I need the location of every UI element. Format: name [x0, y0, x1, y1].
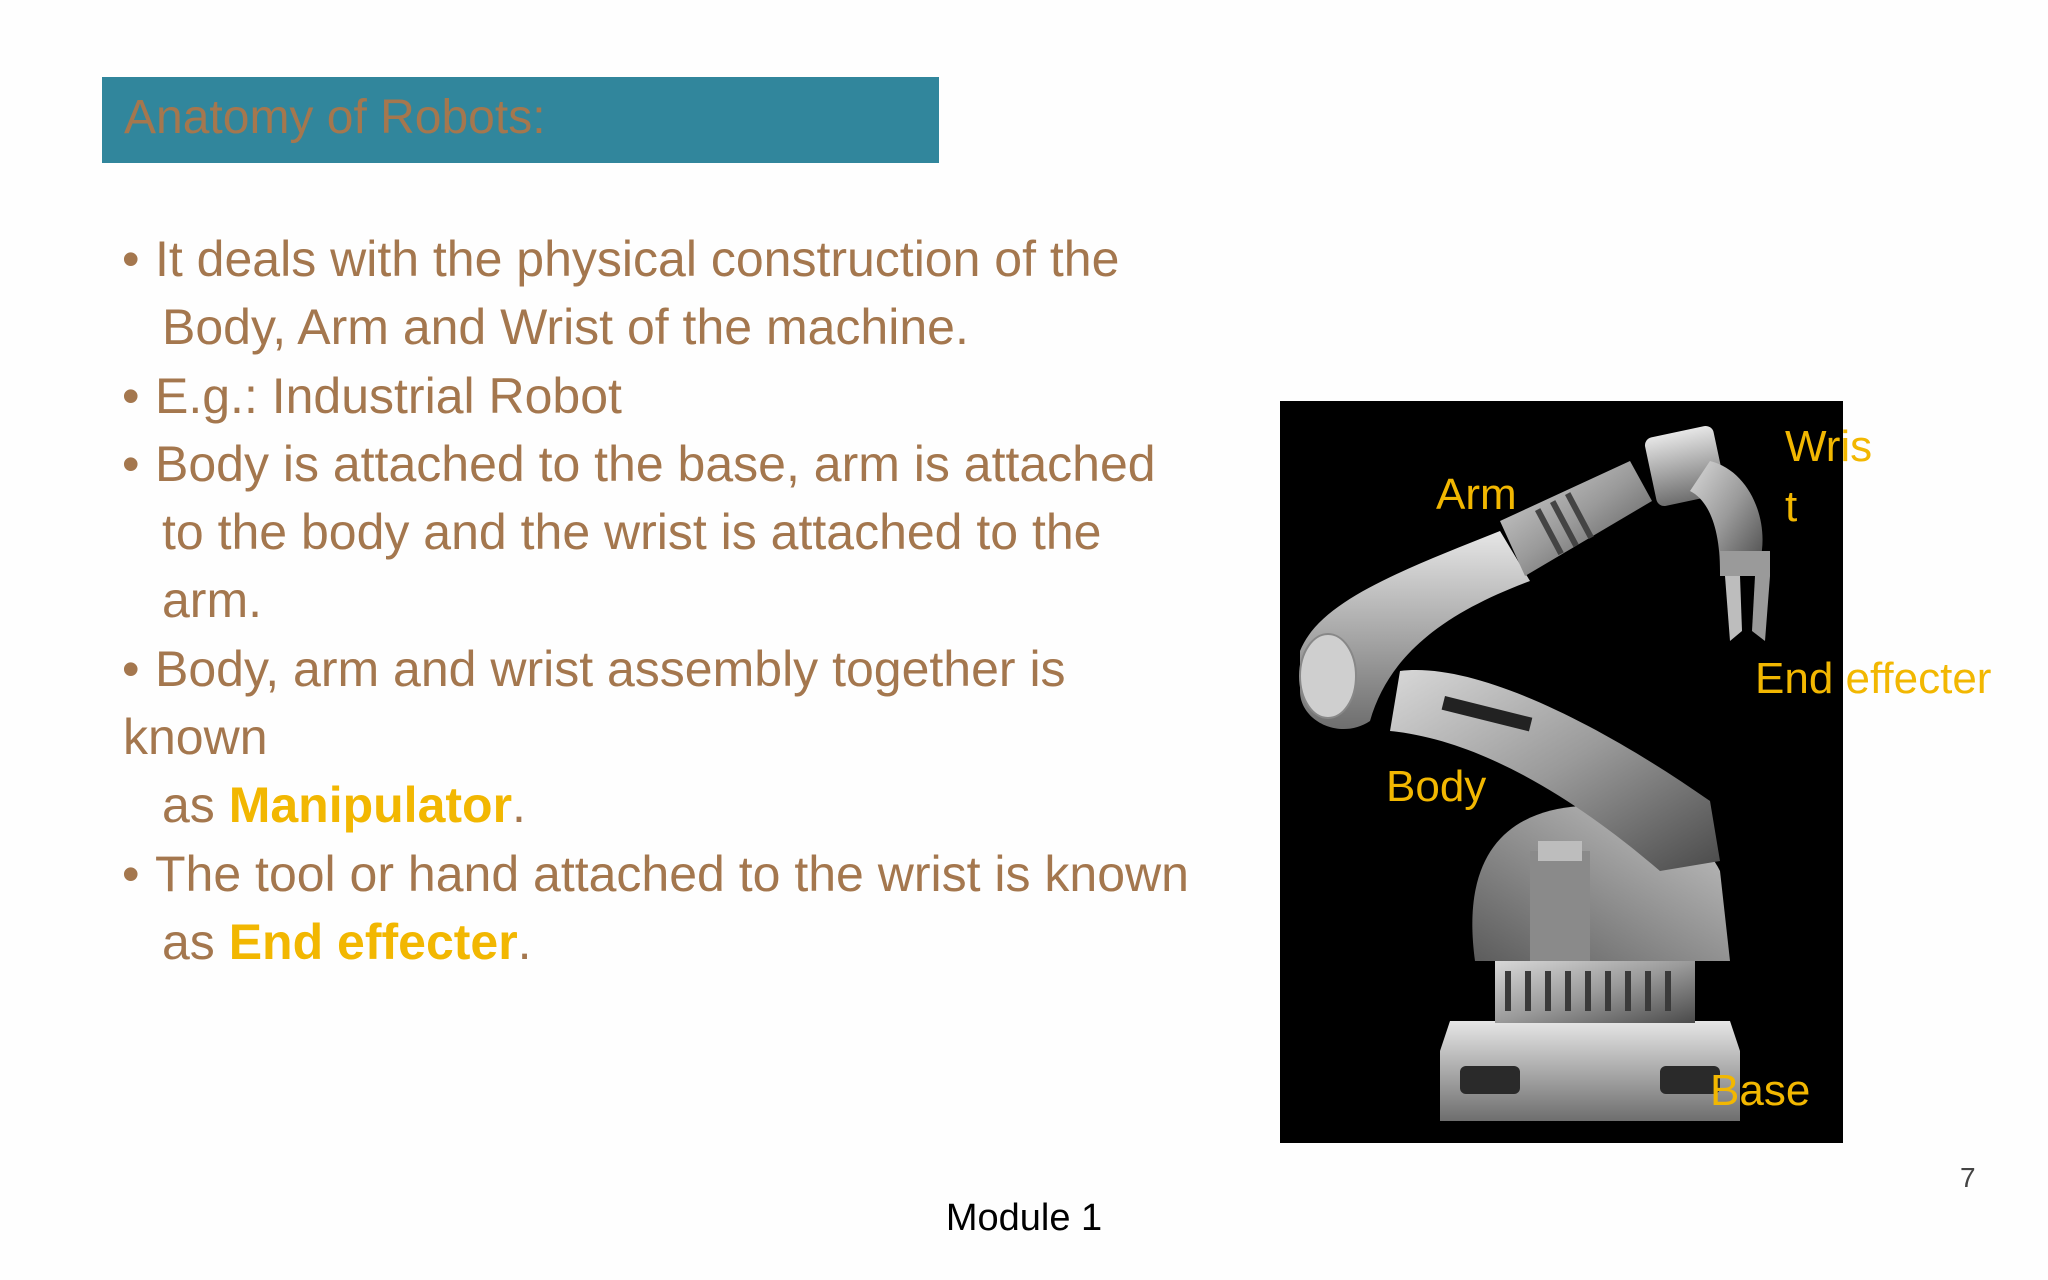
body-label: Body: [1386, 762, 1487, 811]
end-effecter-label: End effecter: [1755, 654, 1992, 703]
bullet-item: [122, 840, 1272, 908]
bullet-text: E.g.: Industrial Robot: [155, 367, 622, 424]
bullet-text: .: [517, 913, 532, 970]
bullet-item: [122, 362, 1272, 430]
bullet-text: Body, arm and wrist assembly together is: [155, 640, 1066, 697]
page-number: 7: [1960, 1162, 1976, 1193]
bullet-item: [122, 430, 1272, 498]
bullet-continuation: [122, 771, 1272, 839]
manipulator-term: Manipulator: [228, 777, 513, 834]
wrist-label: Wris t: [1785, 422, 1873, 531]
robot-arm-figure: [1280, 401, 1992, 1143]
title-bar: [102, 77, 939, 163]
bullet-continuation: Body, Arm and Wrist of the machine.: [162, 299, 969, 356]
end-effecter-term: End effecter: [228, 913, 518, 970]
bullet-marker: •: [122, 435, 140, 492]
bullet-item: [122, 225, 1272, 293]
slide-title: Anatomy of Robots:: [124, 91, 546, 144]
module-footer: Module 1: [945, 1197, 1103, 1239]
bullet-text: .: [512, 777, 526, 834]
bullet-item: [122, 635, 1272, 703]
bullet-continuation: [122, 908, 1272, 976]
bullet-continuation: to the body and the wrist is attached to the: [162, 504, 1102, 561]
bullet-continuation: arm.: [162, 572, 262, 629]
bullet-marker: •: [122, 231, 140, 287]
robot-arm-illustration: [1280, 401, 1843, 1143]
base-label: Base: [1710, 1066, 1811, 1115]
bullet-continuation: known: [123, 709, 268, 766]
bullet-text: Body is attached to the base, arm is attached: [155, 435, 1156, 492]
arm-label: Arm: [1436, 470, 1517, 519]
bullet-text: as: [162, 777, 229, 834]
bullet-marker: •: [122, 640, 140, 697]
bullet-text: The tool or hand attached to the wrist is known: [155, 845, 1189, 902]
bullet-text: It deals with the physical construction of the: [155, 231, 1120, 287]
bullet-text: as: [162, 913, 229, 970]
bullet-list: [122, 225, 1272, 976]
bullet-marker: •: [122, 367, 140, 424]
bullet-marker: •: [122, 845, 140, 902]
